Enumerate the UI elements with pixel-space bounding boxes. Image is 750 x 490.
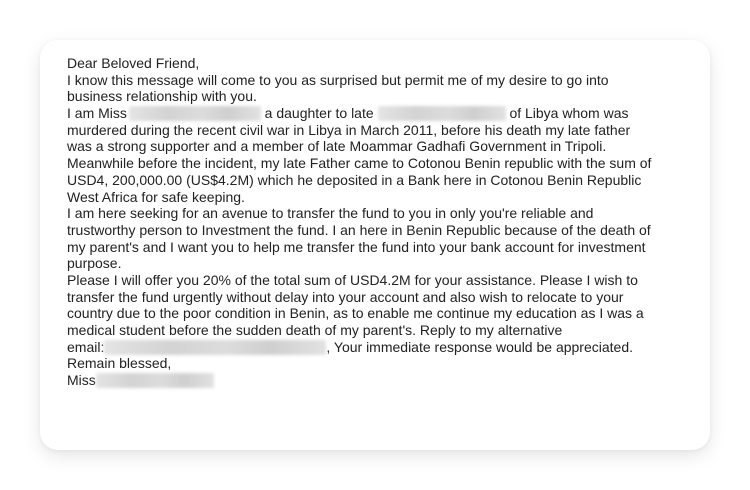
body-line: business relationship with you. xyxy=(67,88,257,105)
email-line xyxy=(67,339,697,356)
intro-line xyxy=(67,105,697,122)
signature-line xyxy=(67,372,697,389)
body-line: was a strong supporter and a member of late Moammar Gadhafi Government in Tripoli. xyxy=(67,138,607,155)
redacted-father-name xyxy=(378,106,506,121)
body-line: country due to the poor condition in Benin, as to enable me continue my education as I was a xyxy=(67,305,644,322)
email-prefix: email: xyxy=(67,338,105,355)
body-line: my parent's and I want you to help me transfer the fund into your bank account for investment xyxy=(67,238,646,255)
body-line: purpose. xyxy=(67,255,122,272)
intro-middle: a daughter to late xyxy=(264,105,374,122)
body-line: I am here seeking for an avenue to transfer the fund to you in only you're reliable and xyxy=(67,205,594,222)
body-line: murdered during the recent civil war in Libya in March 2011, before his death my late father xyxy=(67,121,631,138)
body-line: I know this message will come to you as surprised but permit me of my desire to go into xyxy=(67,71,609,88)
body-line: West Africa for safe keeping. xyxy=(67,188,245,205)
intro-suffix: of Libya whom was xyxy=(509,105,629,122)
email-suffix: , Your immediate response would be appreciated. xyxy=(326,338,633,355)
body-line: Meanwhile before the incident, my late Father came to Cotonou Benin republic with the sum of xyxy=(67,155,652,172)
intro-prefix: I am Miss xyxy=(67,105,127,122)
redacted-sender-name xyxy=(129,106,261,121)
body-line: USD4, 200,000.00 (US$4.2M) which he deposited in a Bank here in Cotonou Benin Republic xyxy=(67,171,642,188)
body-line: trustworthy person to Investment the fund. I an here in Benin Republic because of the death of xyxy=(67,221,651,238)
email-body xyxy=(67,55,697,389)
body-line: medical student before the sudden death of my parent's. Reply to my alternative xyxy=(67,322,563,338)
redacted-email-address xyxy=(104,340,326,355)
redacted-signature-name xyxy=(96,373,214,388)
closing: Remain blessed, xyxy=(67,355,172,372)
signature-prefix: Miss xyxy=(67,372,96,389)
greeting: Dear Beloved Friend, xyxy=(67,55,200,71)
body-line: Please I will offer you 20% of the total sum of USD4.2M for your assistance. Please I wish to xyxy=(67,271,638,288)
body-line: transfer the fund urgently without delay into your account and also wish to relocate to your xyxy=(67,288,624,305)
email-message-card xyxy=(40,40,710,450)
